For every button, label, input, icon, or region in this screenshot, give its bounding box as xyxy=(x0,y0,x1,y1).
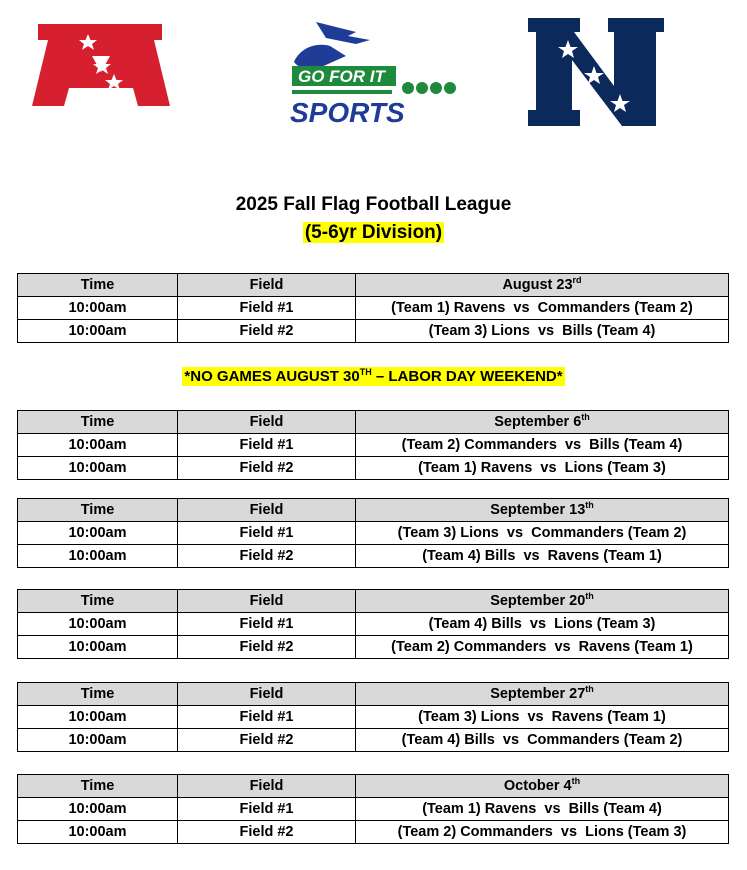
game-time: 10:00am xyxy=(18,522,178,545)
game-field: Field #2 xyxy=(178,821,356,844)
time-header: Time xyxy=(18,274,178,297)
game-matchup: (Team 1) Ravens vs Commanders (Team 2) xyxy=(356,297,729,320)
logo-text-sports: SPORTS xyxy=(290,97,405,128)
afc-logo xyxy=(30,14,172,116)
game-matchup: (Team 2) Commanders vs Lions (Team 3) xyxy=(356,821,729,844)
notice-sup: TH xyxy=(359,367,372,377)
game-field: Field #2 xyxy=(178,457,356,480)
game-field: Field #1 xyxy=(178,706,356,729)
field-header: Field xyxy=(178,590,356,613)
field-header: Field xyxy=(178,499,356,522)
game-matchup: (Team 4) Bills vs Commanders (Team 2) xyxy=(356,729,729,752)
game-time: 10:00am xyxy=(18,320,178,343)
week-table xyxy=(17,589,729,659)
week-table xyxy=(17,682,729,752)
page-title: 2025 Fall Flag Football League xyxy=(235,194,512,215)
week-table xyxy=(17,410,729,480)
game-field: Field #1 xyxy=(178,798,356,821)
game-time: 10:00am xyxy=(18,434,178,457)
game-time: 10:00am xyxy=(18,636,178,659)
week-table xyxy=(17,273,729,343)
game-matchup: (Team 2) Commanders vs Bills (Team 4) xyxy=(356,434,729,457)
game-field: Field #1 xyxy=(178,613,356,636)
date-header: September 27th xyxy=(356,683,729,706)
game-matchup: (Team 4) Bills vs Lions (Team 3) xyxy=(356,613,729,636)
logo-text-go: GO FOR IT xyxy=(298,67,385,86)
field-header: Field xyxy=(178,683,356,706)
time-header: Time xyxy=(18,590,178,613)
game-time: 10:00am xyxy=(18,729,178,752)
game-time: 10:00am xyxy=(18,613,178,636)
game-matchup: (Team 4) Bills vs Ravens (Team 1) xyxy=(356,545,729,568)
field-header: Field xyxy=(178,274,356,297)
game-time: 10:00am xyxy=(18,457,178,480)
date-header: August 23rd xyxy=(356,274,729,297)
game-field: Field #2 xyxy=(178,729,356,752)
week-table xyxy=(17,774,729,844)
notice-text: *NO GAMES AUGUST 30 xyxy=(184,368,360,385)
game-matchup: (Team 1) Ravens vs Bills (Team 4) xyxy=(356,798,729,821)
game-time: 10:00am xyxy=(18,798,178,821)
game-field: Field #1 xyxy=(178,522,356,545)
date-header: September 20th xyxy=(356,590,729,613)
game-matchup: (Team 2) Commanders vs Ravens (Team 1) xyxy=(356,636,729,659)
game-field: Field #2 xyxy=(178,636,356,659)
field-header: Field xyxy=(178,775,356,798)
division-subtitle: (5-6yr Division) xyxy=(304,222,443,243)
nfc-logo xyxy=(528,16,666,128)
time-header: Time xyxy=(18,775,178,798)
game-field: Field #1 xyxy=(178,434,356,457)
date-header: September 6th xyxy=(356,411,729,434)
game-matchup: (Team 1) Ravens vs Lions (Team 3) xyxy=(356,457,729,480)
game-time: 10:00am xyxy=(18,545,178,568)
go-for-it-sports-logo xyxy=(286,18,458,130)
game-field: Field #2 xyxy=(178,545,356,568)
field-header: Field xyxy=(178,411,356,434)
time-header: Time xyxy=(18,499,178,522)
date-header: October 4th xyxy=(356,775,729,798)
game-time: 10:00am xyxy=(18,706,178,729)
time-header: Time xyxy=(18,411,178,434)
no-games-notice xyxy=(182,367,564,386)
game-matchup: (Team 3) Lions vs Bills (Team 4) xyxy=(356,320,729,343)
game-matchup: (Team 3) Lions vs Commanders (Team 2) xyxy=(356,522,729,545)
week-table xyxy=(17,498,729,568)
game-matchup: (Team 3) Lions vs Ravens (Team 1) xyxy=(356,706,729,729)
time-header: Time xyxy=(18,683,178,706)
notice-rest: – LABOR DAY WEEKEND* xyxy=(371,368,563,385)
game-field: Field #2 xyxy=(178,320,356,343)
date-header: September 13th xyxy=(356,499,729,522)
game-time: 10:00am xyxy=(18,297,178,320)
game-time: 10:00am xyxy=(18,821,178,844)
game-field: Field #1 xyxy=(178,297,356,320)
